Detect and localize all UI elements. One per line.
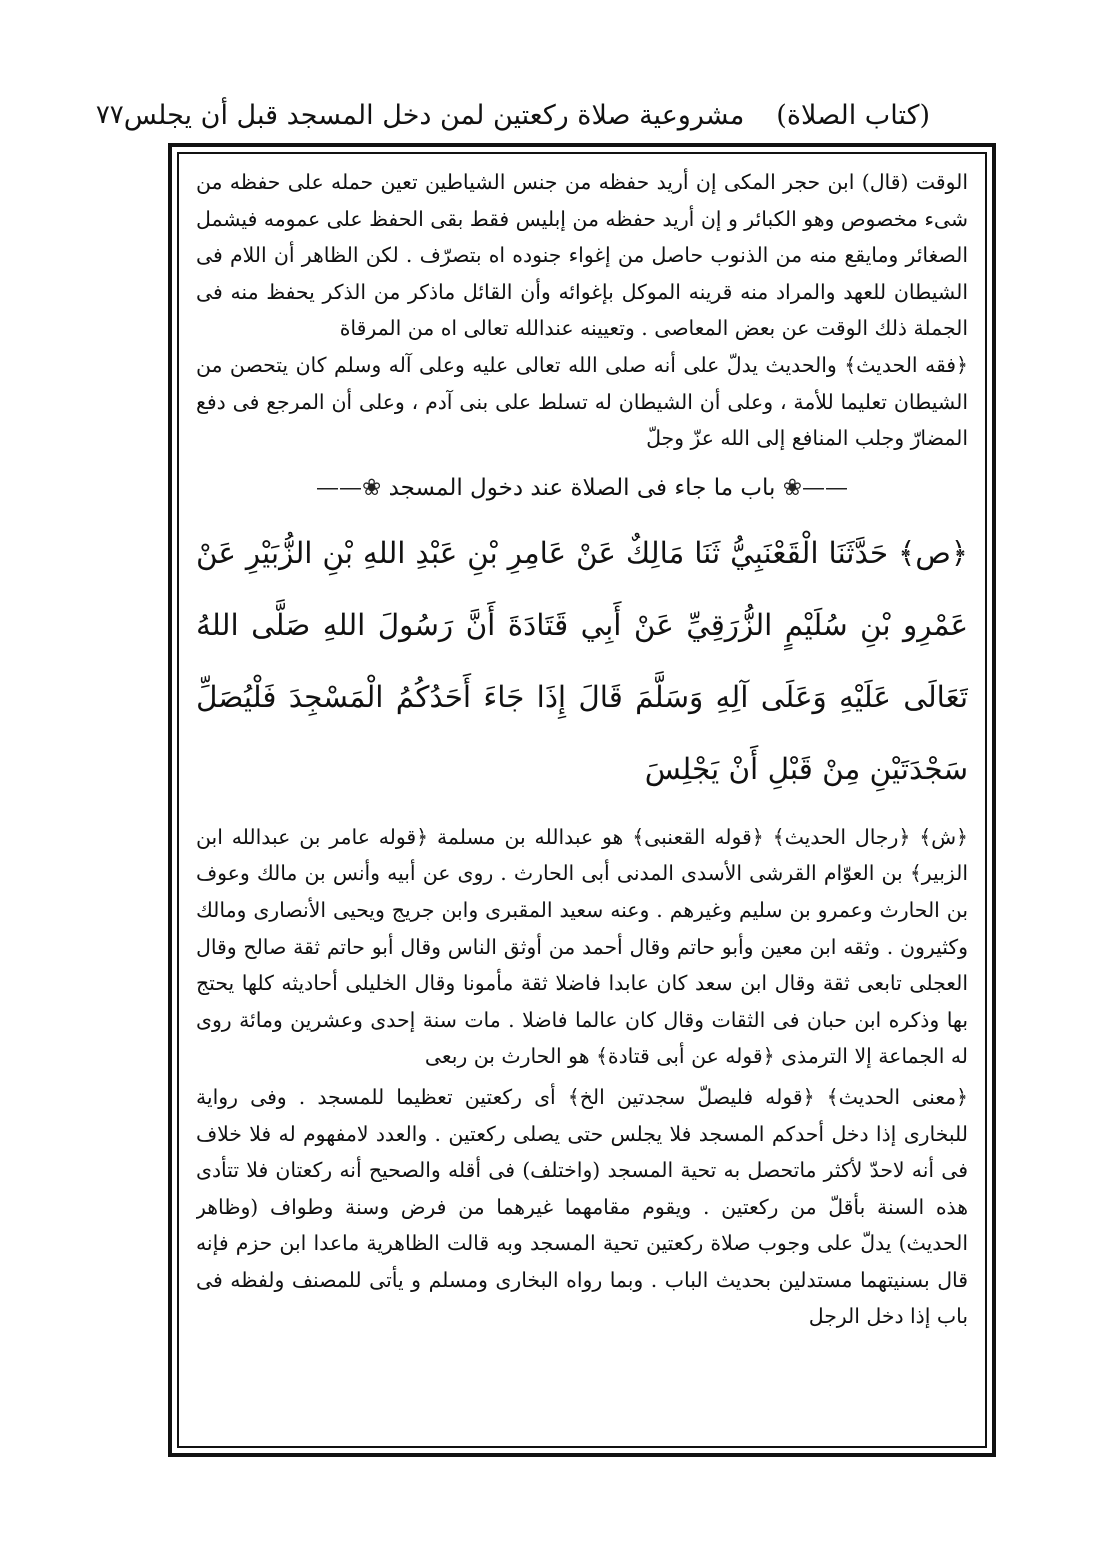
hadith-text: ﴿ص﴾ حَدَّثَنَا الْقَعْنَبِيُّ ثَنَا مَالِكٌ عَنْ عَامِرِ بْنِ عَبْدِ اللهِ بْنِ الزُّبَيْرِ عَنْ عَمْرِو بْنِ سُلَيْمٍ الزُّرَقِيِّ عَنْ أَبِي قَتَادَةَ أَنَّ رَسُولَ اللهِ صَلَّى اللهُ تَعَالَى عَلَيْهِ وَعَلَى آلِهِ وَسَلَّمَ قَالَ إِذَا جَاءَ أَحَدُكُمُ الْمَسْجِدَ فَلْيُصَلِّ سَجْدَتَيْنِ مِنْ قَبْلِ أَنْ يَجْلِسَ [196,535,968,786]
commentary-paragraph: الوقت (قال) ابن حجر المكى إن أريد حفظه من جنس الشياطين تعين حمله على حفظه من شىء مخصوص وهو الكبائر و إن أريد حفظه من إبليس فقط بقى الحفظ على عمومه فيشمل الصغائر ومايقع منه من الذنوب حاصل من إغواء جنوده اه بتصرّف . لكن الظاهر أن اللام فى الشيطان للعهد والمراد منه قرينه الموكل بإغوائه وأن القائل ماذكر من الذكر يحفظ منه فى الجملة ذلك الوقت عن بعض المعاصى . وتعيينه عندالله تعالى اه من المرقاة [196,170,968,341]
page-number: ٧٧ [95,100,124,130]
section-heading [196,475,968,501]
ornament-right-icon: ❀—— [316,474,382,501]
fiqh-paragraph: ﴿فقه الحديث﴾ والحديث يدلّ على أنه صلى الله تعالى عليه وعلى آله وسلم كان يتحصن من الشيطان تعليما للأمة ، وعلى أن الشيطان له تسلط على بنى آدم ، وعلى أن المرجع فى دفع المضارّ وجلب المنافع إلى الله عزّ وجلّ [196,352,968,451]
page-body [196,164,968,1444]
page-header [95,92,930,138]
meaning-paragraph: ﴿معنى الحديث﴾ ﴿قوله فليصلّ سجدتين الخ﴾ أى ركعتين تعظيما للمسجد . وفى رواية للبخارى إذا دخل أحدكم المسجد فلا يجلس حتى يصلى ركعتين . والعدد لامفهوم له فلا خلاف فى أنه لاحدّ لأكثر ماتحصل به تحية المسجد (واختلف) فى أقله والصحيح أنه ركعتان فلا تتأدى هذه السنة بأقلّ من ركعتين . ويقوم مقامهما غيرهما من فرض وسنة وطواف (وظاهر الحديث) يدلّ على وجوب صلاة ركعتين تحية المسجد وبه قالت الظاهرية ماعدا ابن حزم فإنه قال بسنيتهما مستدلين بحديث الباب . وبما رواه البخارى ومسلم و يأتى للمصنف ولفظه فى باب إذا دخل الرجل [196,1084,968,1329]
ornament-left-icon: ——❀ [782,474,848,501]
section-title: باب ما جاء فى الصلاة عند دخول المسجد [388,474,776,501]
book-title: (كتاب الصلاة) [776,99,930,131]
chapter-title: مشروعية صلاة ركعتين لمن دخل المسجد قبل أن يجلس [123,99,745,131]
narrators-paragraph: ﴿ش﴾ ﴿رجال الحديث﴾ ﴿قوله القعنبى﴾ هو عبدالله بن مسلمة ﴿قوله عامر بن عبدالله ابن الزبير﴾ بن العوّام القرشى الأسدى المدنى أبى الحارث . روى عن أبيه وأنس بن مالك وعوف بن الحارث وعمرو بن سليم وغيرهم . وعنه سعيد المقبرى وابن جريج ويحيى الأنصارى ومالك وكثيرون . وثقه ابن معين وأبو حاتم وقال أحمد من أوثق الناس وقال أبو حاتم ثقة صالح وقال العجلى تابعى ثقة وقال ابن سعد كان عابدا فاضلا ثقة مأمونا وقال الخليلى أحاديثه كلها يحتج بها وذكره ابن حبان فى الثقات وقال كان عالما فاضلا . مات سنة إحدى وعشرين ومائة روى له الجماعة إلا الترمذى ﴿قوله عن أبى قتادة﴾ هو الحارث بن ربعى [196,824,968,1069]
